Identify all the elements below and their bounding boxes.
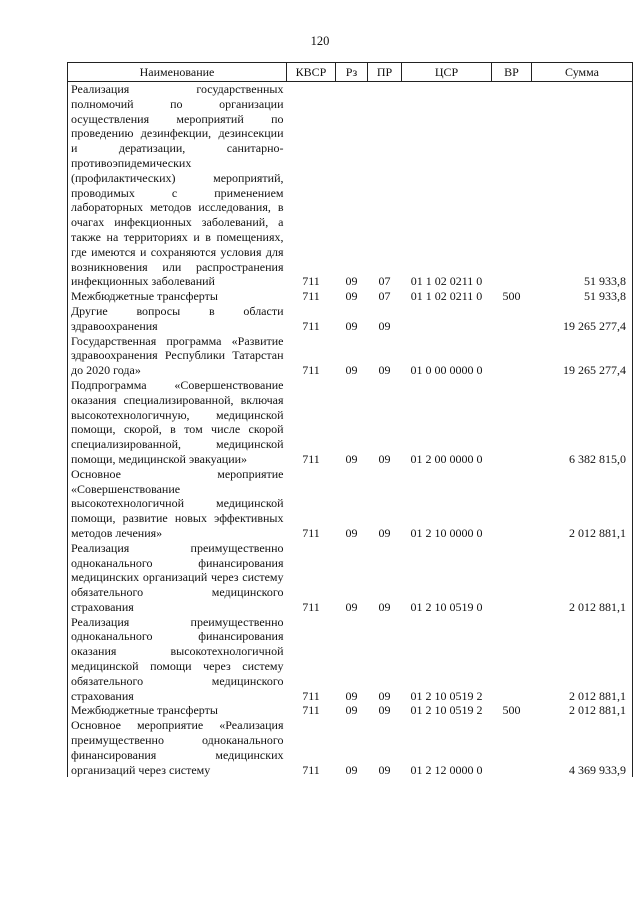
row-csr: 01 1 02 0211 0 (410, 274, 483, 289)
budget-table (67, 62, 633, 777)
row-name: Реализация преимущественно одноканального финансирования медицинских организаций через систему обязательного медицинского страхования (68, 541, 287, 615)
row-vr: 500 (502, 289, 521, 304)
table-row (68, 703, 633, 718)
row-sum: 6 382 815,0 (532, 378, 633, 467)
row-pr: 09 (378, 451, 391, 466)
row-kvsr: 711 (302, 688, 320, 703)
row-sum: 2 012 881,1 (532, 541, 633, 615)
row-pr: 07 (378, 289, 391, 304)
row-vr (492, 467, 532, 541)
row-csr: 01 2 10 0519 2 (410, 703, 483, 718)
header-rz: Рз (336, 63, 368, 82)
row-rz: 09 (345, 451, 358, 466)
header-vr: ВР (492, 63, 532, 82)
row-name: Реализация преимущественно одноканального финансирования оказания высокотехнологичной медицинской помощи через систему обязательного медицинского страхования (68, 615, 287, 704)
row-sum: 19 265 277,4 (532, 334, 633, 378)
row-vr: 500 (502, 703, 521, 718)
table-row (68, 718, 633, 777)
row-vr (492, 334, 532, 378)
row-name: Подпрограмма «Совершенствование оказания специализированной, включая высокотехнологичную, медицинской помощи, скорой, в том числе скорой специализированной, медицинской помощи, медицинской эвакуации» (68, 378, 287, 467)
page-number: 120 (310, 34, 330, 48)
row-rz: 09 (345, 688, 358, 703)
table-row (68, 334, 633, 378)
row-vr (492, 541, 532, 615)
row-pr: 09 (378, 363, 391, 378)
row-name: Реализация государственных полномочий по организации осуществления мероприятий по проведению дезинфекции, дезинсекции и дератизации, санитарно-противоэпидемических (профилактических) мероприятий, проводимых с применением лабораторных методов исследования, в очагах инфекционных заболеваний, а также на территориях и в помещениях, где имеются и сохраняются условия для возникновения или распространения инфекционных заболеваний (68, 82, 287, 290)
row-vr (492, 82, 532, 290)
row-vr (492, 378, 532, 467)
row-kvsr: 711 (302, 762, 320, 777)
row-kvsr: 711 (302, 274, 320, 289)
header-csr: ЦСР (402, 63, 492, 82)
row-name: Межбюджетные трансферты (68, 289, 287, 304)
row-name: Основное мероприятие «Реализация преимущественно одноканального финансирования медицинских организаций через систему (68, 718, 287, 777)
row-csr: 01 1 02 0211 0 (410, 289, 483, 304)
row-sum: 4 369 933,9 (532, 718, 633, 777)
row-kvsr: 711 (302, 363, 320, 378)
row-csr: 01 2 10 0519 0 (410, 599, 483, 614)
table-row (68, 82, 633, 290)
row-name: Межбюджетные трансферты (68, 703, 287, 718)
row-csr: 01 2 00 0000 0 (410, 451, 483, 466)
row-kvsr: 711 (302, 451, 320, 466)
table-row (68, 541, 633, 615)
row-sum: 51 933,8 (532, 82, 633, 290)
row-kvsr: 711 (302, 289, 320, 304)
row-kvsr: 711 (302, 599, 320, 614)
row-rz: 09 (345, 599, 358, 614)
row-name: Государственная программа «Развитие здравоохранения Республики Татарстан до 2020 года» (68, 334, 287, 378)
row-csr: 01 2 10 0519 2 (410, 688, 483, 703)
row-sum: 2 012 881,1 (532, 615, 633, 704)
row-rz: 09 (345, 762, 358, 777)
row-vr (492, 615, 532, 704)
table-row (68, 304, 633, 334)
row-rz: 09 (345, 363, 358, 378)
row-sum: 51 933,8 (532, 289, 633, 304)
row-kvsr: 711 (302, 703, 320, 718)
row-sum: 19 265 277,4 (532, 304, 633, 334)
row-csr: 01 0 00 0000 0 (410, 363, 483, 378)
table-row (68, 378, 633, 467)
header-sum: Сумма (532, 63, 633, 82)
row-rz: 09 (345, 525, 358, 540)
row-rz: 09 (345, 703, 358, 718)
row-pr: 09 (378, 599, 391, 614)
row-kvsr: 711 (302, 525, 320, 540)
row-name: Другие вопросы в области здравоохранения (68, 304, 287, 334)
row-sum: 2 012 881,1 (532, 703, 633, 718)
row-rz: 09 (345, 289, 358, 304)
row-pr: 09 (378, 688, 391, 703)
row-rz: 09 (345, 274, 358, 289)
row-pr: 09 (378, 525, 391, 540)
row-pr: 07 (378, 274, 391, 289)
row-vr (492, 718, 532, 777)
header-pr: ПР (368, 63, 402, 82)
row-pr: 09 (378, 318, 391, 333)
row-name: Основное мероприятие «Совершенствование высокотехнологичной медицинской помощи, развитие новых эффективных методов лечения» (68, 467, 287, 541)
row-sum: 2 012 881,1 (532, 467, 633, 541)
row-pr: 09 (378, 703, 391, 718)
table-header-row (68, 63, 633, 82)
table-row (68, 289, 633, 304)
row-csr: 01 2 12 0000 0 (410, 762, 483, 777)
row-rz: 09 (345, 318, 358, 333)
row-csr (402, 304, 492, 334)
row-pr: 09 (378, 762, 391, 777)
header-kvsr: КВСР (287, 63, 336, 82)
row-kvsr: 711 (302, 318, 320, 333)
header-name: Наименование (68, 63, 287, 82)
row-vr (492, 304, 532, 334)
table-row (68, 615, 633, 704)
row-csr: 01 2 10 0000 0 (410, 525, 483, 540)
table-row (68, 467, 633, 541)
